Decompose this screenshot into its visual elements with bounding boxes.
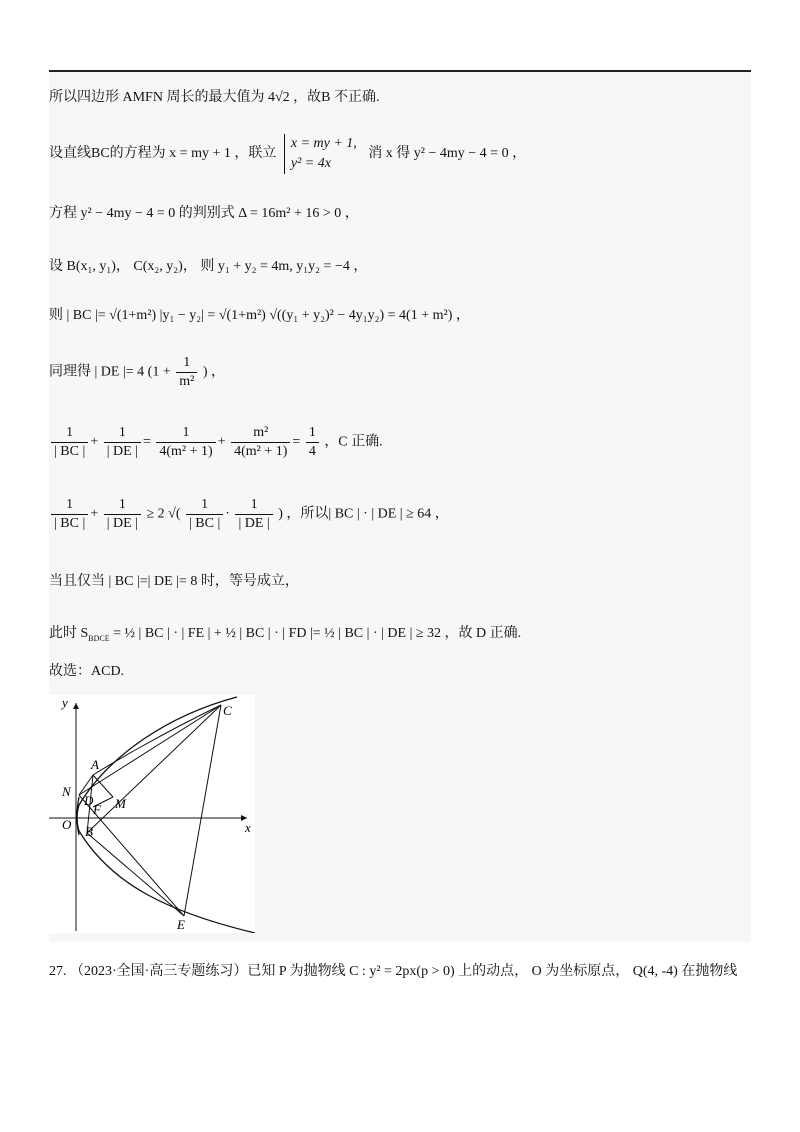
frac-m2-4m2 — [231, 424, 290, 461]
label-f: F — [93, 802, 101, 817]
line-vieta: 设 B(x₁, y₁)， C(x₂, y₂)， 则 y₁ + y₂ = 4m, y₁y₂ = −4 ， — [49, 259, 368, 274]
area-prefix: 此时 S — [49, 626, 89, 641]
fraction-den: 4 — [308, 444, 316, 459]
label-n: N — [62, 784, 71, 799]
label-e: E — [177, 917, 185, 932]
header-rule — [49, 70, 751, 72]
figure-svg — [49, 695, 255, 933]
parabola-figure — [49, 695, 255, 933]
label-x: x — [245, 820, 251, 835]
line-bc-equation-text: 设直线BC的方程为 x = my + 1 ，联立 — [49, 146, 277, 162]
frac-1-bc-sqrt — [186, 496, 223, 533]
label-d: D — [84, 793, 94, 808]
label-a: A — [91, 757, 99, 772]
fraction-den: | DE | — [238, 516, 270, 531]
fraction-den: 4(m² + 1) — [234, 444, 288, 459]
fraction-num: 1 — [104, 424, 141, 443]
fraction-num: 1 — [51, 424, 88, 443]
line-am — [93, 775, 113, 797]
frac-1-4 — [306, 424, 319, 461]
frac-1-bc — [51, 424, 88, 461]
area-expression: = ½ | BC | · | FE | + ½ | BC | · | FD |= ½ | BC | · | DE | ≥ 32 ，故 D 正确. — [109, 626, 522, 641]
label-y: y — [62, 695, 68, 710]
fraction-1-over-m2 — [176, 354, 197, 391]
fraction-num: 1 — [176, 354, 197, 373]
fraction-num: 1 — [235, 496, 272, 515]
label-o: O — [62, 817, 72, 832]
fraction-num: 1 — [186, 496, 223, 515]
line-equality: 当且仅当 | BC |=| DE |= 8 时，等号成立， — [49, 574, 299, 589]
line-discriminant: 方程 y² − 4my − 4 = 0 的判别式 Δ = 16m² + 16 > 0 ， — [49, 206, 359, 221]
line-cn — [79, 705, 221, 795]
line-ce — [184, 705, 221, 916]
line-be — [87, 833, 184, 916]
line-c-correct: ，C 正确. — [324, 434, 383, 450]
fraction-den: | BC | — [54, 444, 86, 459]
line-de-tail: ) ， — [202, 364, 225, 380]
line-area — [49, 624, 521, 649]
fraction-den: m² — [179, 374, 195, 389]
frac-1-4m2 — [156, 424, 215, 461]
label-m: M — [115, 796, 126, 811]
system-of-equations — [284, 134, 357, 174]
line-de-text: 同理得 | DE |= 4 (1 + — [49, 364, 171, 380]
system-eq2: y² = 4x — [290, 156, 331, 171]
fraction-den: 4(m² + 1) — [159, 444, 213, 459]
area-subscript: BDCE — [88, 633, 110, 643]
fraction-num: 1 — [156, 424, 215, 443]
line-answer: 故选：ACD. — [49, 664, 125, 679]
frac-1-bc — [51, 496, 88, 533]
frac-1-de — [104, 496, 141, 533]
fraction-num: 1 — [306, 424, 319, 443]
line-de-length — [49, 354, 225, 391]
fraction-den: | BC | — [54, 516, 86, 531]
line-am-gm: $\frac{1}{| BC |}$ + $\frac{1}{| DE |}$ ≥ 2 √( $\frac{1}{| BC |}$ · $\frac{1}{| DE |}$ ) ，所以| BC | · | DE | ≥ 64 ， — [49, 496, 449, 533]
problem-27: 27. （2023·全国·高三专题练习）已知 P 为抛物线 C : y² = 2px(p > 0) 上的动点， O 为坐标原点， Q(4, -4) 在抛物线 — [49, 964, 738, 979]
fraction-num: 1 — [104, 496, 141, 515]
line-product-bound: ) ，所以| BC | · | DE | ≥ 64 ， — [278, 506, 449, 522]
am-gm-inequality: ≥ 2 √( — [146, 506, 181, 522]
fraction-num: 1 — [51, 496, 88, 515]
fraction-num: m² — [231, 424, 290, 443]
line-reciprocal-sum: $\frac{1}{| BC |}$ + $\frac{1}{| DE |}$ = $\frac{1}{\text{4(m² + 1)}}$ + $\frac{\text{m²}}{\text{4(m² + 1)}}$ = $\frac{1}{4}$ ，C 正确. — [49, 424, 383, 461]
system-eq1: x = my + 1, — [290, 136, 357, 151]
label-b: B — [85, 824, 93, 839]
fraction-den: | DE | — [106, 444, 138, 459]
line-bc-eliminate: 消 x 得 y² − 4my − 4 = 0 ， — [368, 146, 527, 162]
label-c: C — [223, 703, 232, 718]
line-bc-length: 则 | BC |= √(1+m²) |y₁ − y₂| = √(1+m²) √((y₁ + y₂)² − 4y₁y₂) = 4(1 + m²) ， — [49, 308, 470, 323]
frac-1-de — [104, 424, 141, 461]
fraction-den: | BC | — [189, 516, 221, 531]
frac-1-de-sqrt — [235, 496, 272, 533]
fraction-den: | DE | — [106, 516, 138, 531]
line-perimeter-max: 所以四边形 AMFN 周长的最大值为 4√2 ，故B 不正确. — [49, 90, 380, 105]
line-bc-equation — [49, 134, 526, 174]
